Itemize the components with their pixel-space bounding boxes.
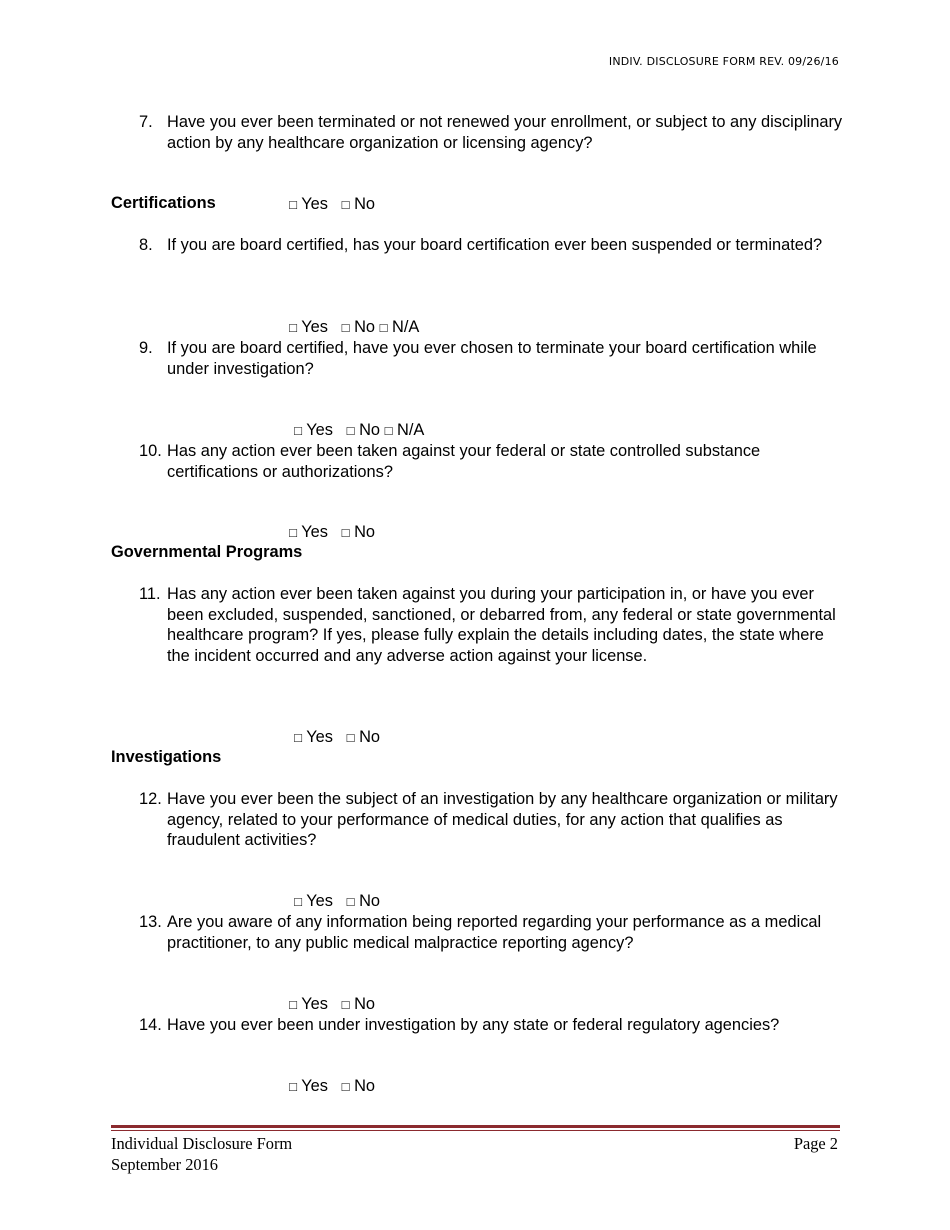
option-no[interactable]: □ No: [341, 195, 376, 213]
question-text: If you are board certified, have you ever chosen to terminate your board certification while under investigation?: [167, 339, 817, 378]
question-number: 8.: [139, 236, 153, 254]
footer-page-number: Page 2: [793, 1134, 838, 1153]
checkbox-icon[interactable]: □: [341, 997, 350, 1012]
section-heading-investigations: Investigations: [111, 748, 222, 766]
question-number: 11.: [139, 585, 161, 603]
question-13-options: [280, 974, 375, 1015]
question-12-options: [285, 871, 380, 912]
option-na[interactable]: □ N/A: [379, 318, 420, 336]
question-text: Has any action ever been taken against your federal or state controlled substance certifications or authorizations?: [167, 442, 761, 481]
option-no[interactable]: □ No: [346, 728, 381, 746]
question-7-options: [280, 174, 375, 215]
question-number: 10.: [139, 442, 162, 460]
checkbox-icon[interactable]: □: [379, 320, 388, 335]
checkbox-icon[interactable]: □: [289, 1079, 297, 1094]
checkbox-icon[interactable]: □: [294, 730, 302, 745]
footer-date: September 2016: [111, 1155, 218, 1174]
option-yes[interactable]: □ Yes: [289, 1077, 328, 1095]
option-no[interactable]: □ No: [346, 421, 381, 439]
option-yes[interactable]: □ Yes: [294, 892, 333, 910]
option-na[interactable]: □ N/A: [384, 421, 425, 439]
question-text: If you are board certified, has your board certification ever been suspended or terminated?: [167, 236, 823, 254]
checkbox-icon[interactable]: □: [341, 320, 350, 335]
footer-title: Individual Disclosure Form: [111, 1134, 293, 1153]
section-heading-certifications: Certifications: [111, 194, 216, 212]
section-heading-governmental-programs: Governmental Programs: [111, 543, 303, 561]
question-number: 14.: [139, 1016, 162, 1034]
footer-rule-thin: [111, 1130, 840, 1131]
form-revision-header: INDIV. DISCLOSURE FORM REV. 09/26/16: [608, 55, 839, 68]
question-number: 9.: [139, 339, 153, 357]
checkbox-icon[interactable]: □: [346, 423, 355, 438]
question-14: [139, 1015, 844, 1036]
question-7: [139, 112, 844, 153]
checkbox-icon[interactable]: □: [294, 894, 302, 909]
checkbox-icon[interactable]: □: [289, 320, 297, 335]
checkbox-icon[interactable]: □: [346, 730, 355, 745]
question-9: [139, 338, 844, 379]
checkbox-icon[interactable]: □: [341, 1079, 350, 1094]
question-8-options: [280, 297, 419, 338]
option-yes[interactable]: □ Yes: [289, 995, 328, 1013]
question-8: [139, 235, 844, 256]
question-text: Have you ever been under investigation by any state or federal regulatory agencies?: [167, 1016, 780, 1034]
question-11: [139, 584, 844, 666]
option-no[interactable]: □ No: [341, 523, 376, 541]
checkbox-icon[interactable]: □: [289, 525, 297, 540]
question-number: 12.: [139, 790, 162, 808]
checkbox-icon[interactable]: □: [341, 525, 350, 540]
option-yes[interactable]: □ Yes: [294, 728, 333, 746]
question-text: Has any action ever been taken against you during your participation in, or have you ever been excluded, suspended, sanctioned, or debarred from, any federal or state governmental healthcare program? If yes, please fully explain the details including dates, the state where the incident occurred and any adverse action against your license.: [167, 585, 836, 665]
checkbox-icon[interactable]: □: [341, 197, 350, 212]
question-12: [139, 789, 844, 851]
question-9-options: [285, 400, 424, 441]
question-number: 13.: [139, 913, 162, 931]
option-yes[interactable]: □ Yes: [289, 523, 328, 541]
question-text: Have you ever been terminated or not renewed your enrollment, or subject to any disciplinary action by any healthcare organization or licensing agency?: [167, 113, 843, 152]
question-13: [139, 912, 844, 953]
option-no[interactable]: □ No: [341, 318, 376, 336]
option-yes[interactable]: □ Yes: [294, 421, 333, 439]
question-text: Are you aware of any information being reported regarding your performance as a medical practitioner, to any public medical malpractice reporting agency?: [167, 913, 822, 952]
question-10-options: [280, 502, 375, 543]
option-yes[interactable]: □ Yes: [289, 318, 328, 336]
option-no[interactable]: □ No: [341, 995, 376, 1013]
checkbox-icon[interactable]: □: [294, 423, 302, 438]
question-14-options: [280, 1056, 375, 1097]
question-11-options: [285, 707, 380, 748]
question-text: Have you ever been the subject of an investigation by any healthcare organization or military agency, related to your performance of medical duties, for any action that qualifies as fraudulent activities?: [167, 790, 838, 850]
question-number: 7.: [139, 113, 153, 131]
option-no[interactable]: □ No: [346, 892, 381, 910]
checkbox-icon[interactable]: □: [289, 997, 297, 1012]
option-no[interactable]: □ No: [341, 1077, 376, 1095]
question-10: [139, 441, 844, 482]
checkbox-icon[interactable]: □: [384, 423, 393, 438]
option-yes[interactable]: □ Yes: [289, 195, 328, 213]
checkbox-icon[interactable]: □: [289, 197, 297, 212]
checkbox-icon[interactable]: □: [346, 894, 355, 909]
footer-rule-thick: [111, 1125, 840, 1128]
